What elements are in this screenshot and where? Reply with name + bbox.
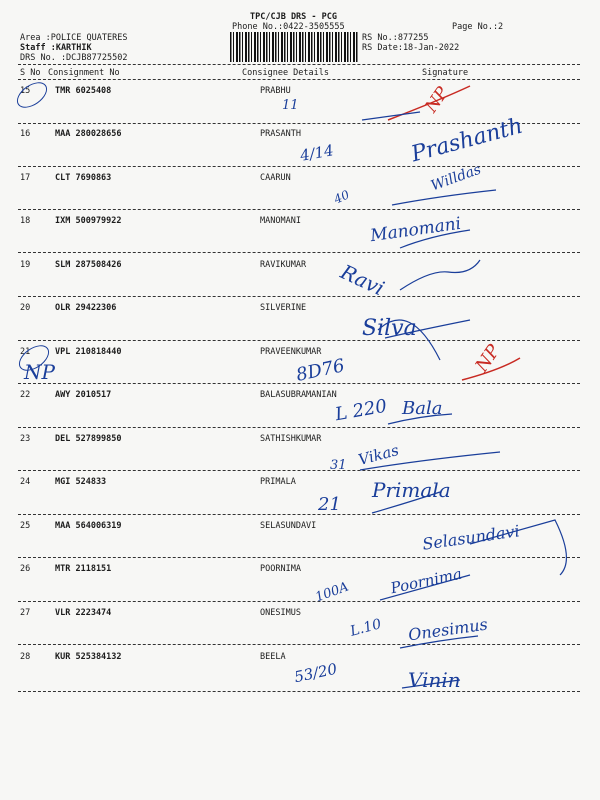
handwritten-door-no: 100A bbox=[313, 579, 351, 606]
handwritten-signature: Onesimus bbox=[407, 614, 489, 645]
np-mark: NP bbox=[471, 341, 505, 376]
row-sno: 25 bbox=[20, 521, 31, 531]
phone-number: Phone No.:0422-3505555 bbox=[232, 22, 345, 32]
area-label: Area :POLICE QUATERES bbox=[20, 33, 128, 43]
handwritten-signature: Willdas bbox=[428, 161, 484, 195]
col-consignment: Consignment No bbox=[48, 68, 120, 78]
row-consignment: AWY 2010517 bbox=[55, 390, 112, 400]
page-number: Page No.:2 bbox=[452, 22, 504, 32]
handwritten-signature: Vinin bbox=[408, 668, 461, 692]
handwritten-signature: Poornima bbox=[388, 564, 464, 598]
handwritten-note: 11 bbox=[282, 98, 299, 113]
row-sno: 18 bbox=[20, 216, 31, 226]
row-consignment: CLT 7690863 bbox=[55, 173, 112, 183]
np-mark: NP bbox=[421, 83, 453, 117]
col-consignee: Consignee Details bbox=[242, 68, 329, 78]
rs-date: RS Date:18-Jan-2022 bbox=[362, 43, 460, 53]
row-sno: 20 bbox=[20, 303, 31, 313]
handwritten-signature: Silva bbox=[362, 316, 417, 341]
row-sno: 16 bbox=[20, 129, 31, 139]
row-consignee: PRABHU bbox=[260, 86, 291, 96]
row-consignment: DEL 527899850 bbox=[55, 434, 122, 444]
row-consignment: MAA 564006319 bbox=[55, 521, 122, 531]
handwritten-door-no: L.10 bbox=[348, 616, 384, 640]
handwritten-door-no: 31 bbox=[330, 458, 347, 473]
row-consignee: SELASUNDAVI bbox=[260, 521, 317, 531]
row-consignee: PRASANTH bbox=[260, 129, 301, 139]
row-consignee: PRIMALA bbox=[260, 477, 296, 487]
row-consignment: SLM 287508426 bbox=[55, 260, 122, 270]
row-consignee: BALASUBRAMANIAN bbox=[260, 390, 337, 400]
handwritten-door-no: 53/20 bbox=[292, 659, 339, 687]
row-sno: 21 bbox=[20, 347, 31, 357]
row-consignment: VLR 2223474 bbox=[55, 608, 112, 618]
row-sno: 15 bbox=[20, 86, 31, 96]
handwritten-signature: Vikas bbox=[356, 440, 401, 470]
rs-number: RS No.:877255 bbox=[362, 33, 429, 43]
row-sno: 24 bbox=[20, 477, 31, 487]
handwritten-door-no: 8D76 bbox=[294, 355, 347, 386]
row-consignment: MAA 280028656 bbox=[55, 129, 122, 139]
col-sno: S No bbox=[20, 68, 41, 78]
row-sno: 27 bbox=[20, 608, 31, 618]
drs-number: DRS No. :DCJB87725502 bbox=[20, 53, 128, 63]
row-sno: 23 bbox=[20, 434, 31, 444]
row-consignment: TMR 6025408 bbox=[55, 86, 112, 96]
row-consignee: SATHISHKUMAR bbox=[260, 434, 322, 444]
row-consignment: OLR 29422306 bbox=[55, 303, 117, 313]
handwritten-door-no: 21 bbox=[318, 494, 341, 515]
row-consignee: PRAVEENKUMAR bbox=[260, 347, 322, 357]
handwritten-signature: Selasundavi bbox=[421, 521, 521, 554]
row-consignee: MANOMANI bbox=[260, 216, 301, 226]
row-consignment: IXM 500979922 bbox=[55, 216, 122, 226]
handwritten-np: NP bbox=[24, 360, 55, 384]
handwritten-signature: Bala bbox=[402, 398, 443, 419]
row-sno: 28 bbox=[20, 652, 31, 662]
handwritten-door-no: L 220 bbox=[333, 395, 389, 426]
report-title: TPC/CJB DRS - PCG bbox=[250, 12, 337, 22]
row-consignment: MGI 524833 bbox=[55, 477, 107, 487]
row-sno: 17 bbox=[20, 173, 31, 183]
row-consignee: POORNIMA bbox=[260, 564, 301, 574]
handwritten-door-no: 4/14 bbox=[298, 141, 335, 165]
staff-label: Staff :KARTHIK bbox=[20, 43, 92, 53]
row-consignee: CAARUN bbox=[260, 173, 291, 183]
handwritten-signature: Manomani bbox=[369, 213, 463, 247]
row-consignment: KUR 525384132 bbox=[55, 652, 122, 662]
row-consignee: RAVIKUMAR bbox=[260, 260, 307, 270]
handwritten-door-no: 40 bbox=[331, 187, 352, 207]
row-sno: 19 bbox=[20, 260, 31, 270]
row-consignee: ONESIMUS bbox=[260, 608, 301, 618]
handwritten-signature: Prashanth bbox=[408, 113, 526, 168]
handwritten-signature: Primala bbox=[372, 478, 451, 502]
row-consignment: MTR 2118151 bbox=[55, 564, 112, 574]
handwritten-signature: Ravi bbox=[337, 259, 389, 301]
row-consignment: VPL 210818440 bbox=[55, 347, 122, 357]
row-sno: 26 bbox=[20, 564, 31, 574]
row-consignee: SILVERINE bbox=[260, 303, 307, 313]
row-sno: 22 bbox=[20, 390, 31, 400]
row-consignee: BEELA bbox=[260, 652, 286, 662]
col-signature: Signature bbox=[422, 68, 469, 78]
